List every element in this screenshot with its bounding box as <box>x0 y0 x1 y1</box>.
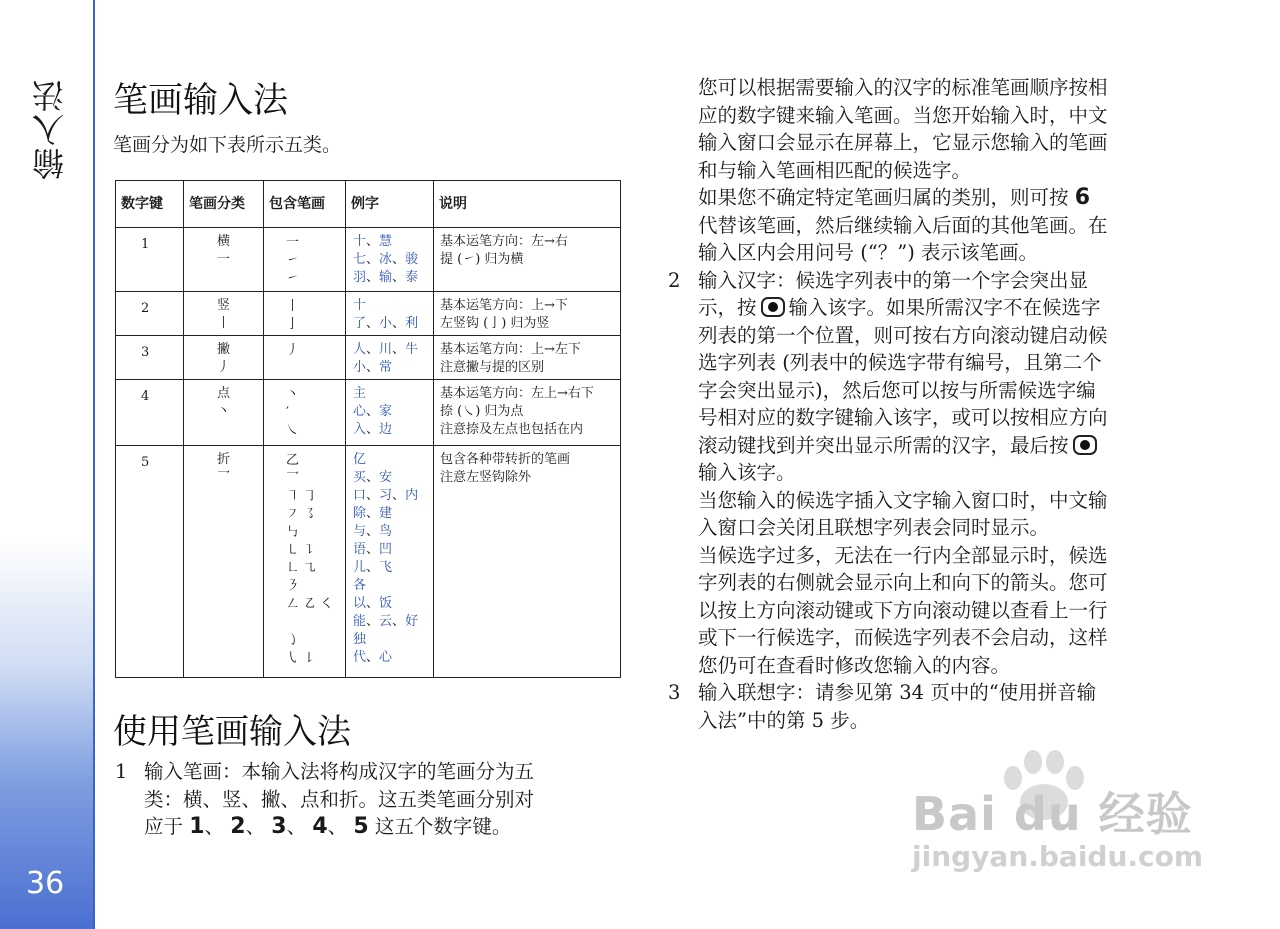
cell-notes <box>434 380 621 446</box>
example-char: 飞 <box>379 560 393 575</box>
stroke-line <box>286 614 345 632</box>
example-char: 儿 <box>353 560 367 575</box>
text-line: 输入笔画：本输入法将构成汉字的笔画分为五 <box>144 760 535 783</box>
example-line <box>353 577 433 595</box>
key-3-icon: 3 <box>271 814 287 839</box>
stroke-line: 一 <box>286 235 300 250</box>
stroke-line: ㇏ <box>286 423 300 438</box>
separator: 、 <box>366 360 380 375</box>
example-char: 代 <box>353 650 367 665</box>
example-line <box>353 613 433 631</box>
stroke-line: ㇜ ㇠ ㇛ <box>286 597 334 612</box>
table-row <box>116 292 621 336</box>
example-line <box>353 269 433 287</box>
text-line: 字会突出显示)，然后您可以按与所需候选字编 <box>698 378 1096 402</box>
example-line <box>353 359 433 377</box>
example-char: 利 <box>405 316 419 331</box>
example-char: 骏 <box>405 252 419 267</box>
category-line: 一 <box>216 252 230 267</box>
example-char: 入 <box>353 422 367 437</box>
example-char: 语 <box>353 542 367 557</box>
category-line: 横 <box>216 234 230 249</box>
separator: 、 <box>366 270 380 285</box>
example-char: 七 <box>353 252 367 267</box>
example-char: 能 <box>353 614 367 629</box>
page-sidebar <box>0 0 95 929</box>
cell-notes <box>434 446 621 678</box>
example-line <box>353 631 433 649</box>
text-fragment: 应于 <box>144 815 184 838</box>
header-key: 数字键 <box>116 181 184 228</box>
text-line: 输入汉字：候选字列表中的第一个字会突出显 <box>698 268 1089 292</box>
example-char: 口 <box>353 488 367 503</box>
example-line <box>353 523 433 541</box>
example-line <box>353 233 433 251</box>
page-number: 36 <box>26 866 65 901</box>
stroke-line: 丨 <box>286 299 300 314</box>
stroke-line: 乙 <box>286 453 300 468</box>
separator: 、 <box>366 252 380 267</box>
text-fragment: 这五个数字键。 <box>374 815 512 838</box>
example-char: 心 <box>353 404 367 419</box>
separator: 、 <box>245 815 266 838</box>
separator: 、 <box>392 488 406 503</box>
stroke-line: ㇇ ㇌ <box>286 507 317 522</box>
table-row <box>116 228 621 292</box>
text-line: 或下一行候选字，而候选字列表不会启动，这样 <box>698 626 1108 649</box>
example-line <box>353 649 433 667</box>
list-number-1: 1 <box>115 760 128 783</box>
example-char: 川 <box>379 342 393 357</box>
separator: 、 <box>366 614 380 629</box>
example-char: 饭 <box>379 596 393 611</box>
separator: 、 <box>392 270 406 285</box>
separator: 、 <box>392 252 406 267</box>
text-line: 入法”中的第 5 步。 <box>698 708 870 732</box>
cell-category <box>184 292 264 336</box>
text-line <box>698 184 1108 212</box>
stroke-line: ㇀ <box>286 253 300 268</box>
example-char: 以 <box>353 596 367 611</box>
cell-key: 5 <box>116 446 184 678</box>
cell-notes <box>434 336 621 380</box>
text-fragment: 输入该字。如果所需汉字不在候选字 <box>788 296 1101 319</box>
separator: 、 <box>327 815 348 838</box>
category-line: 折 <box>216 452 230 467</box>
select-key-icon <box>1073 435 1097 455</box>
list-number-3: 3 <box>668 681 681 704</box>
separator: 、 <box>366 470 380 485</box>
category-line: 撇 <box>216 342 230 357</box>
example-char: 建 <box>379 506 393 521</box>
example-line <box>353 505 433 523</box>
example-line <box>353 341 433 359</box>
text-line: 和与输入笔画相匹配的候选字。 <box>698 158 972 182</box>
separator: 、 <box>392 316 406 331</box>
example-char: 主 <box>353 386 367 401</box>
cell-examples <box>346 228 434 292</box>
text-line: 您可以根据需要输入的汉字的标准笔画顺序按相 <box>698 76 1108 99</box>
table-row <box>116 336 621 380</box>
text-line: 输入窗口会显示在屏幕上，它显示您输入的笔画 <box>698 131 1108 154</box>
example-char: 泰 <box>405 270 419 285</box>
category-line: 竖 <box>216 298 230 313</box>
example-char: 好 <box>405 614 419 629</box>
select-key-icon <box>761 297 785 317</box>
table-header-row <box>116 181 621 228</box>
stroke-category-table <box>115 180 621 678</box>
cell-key: 1 <box>116 228 184 292</box>
separator: 、 <box>366 342 380 357</box>
watermark-url: jingyan.baidu.com <box>912 840 1204 873</box>
example-line <box>353 451 433 469</box>
text-line: 选字列表 (列表中的候选字带有编号，且第二个 <box>698 351 1102 374</box>
cell-key: 3 <box>116 336 184 380</box>
example-line <box>353 251 433 269</box>
section-title-use-stroke: 使用笔画输入法 <box>113 712 351 752</box>
text-line: 输入该字。 <box>698 461 796 484</box>
stroke-line: 丶 <box>286 387 300 402</box>
example-char: 十 <box>353 298 367 313</box>
cell-key: 2 <box>116 292 184 336</box>
example-char: 鸟 <box>379 524 393 539</box>
example-char: 习 <box>379 488 393 503</box>
category-line: 丶 <box>216 404 230 419</box>
example-char: 内 <box>405 488 419 503</box>
category-line: 丿 <box>216 360 230 375</box>
example-char: 云 <box>379 614 393 629</box>
example-char: 独 <box>353 632 367 647</box>
list-item-1 <box>144 758 534 841</box>
text-line: 当您输入的候选字插入文字输入窗口时，中文输 <box>698 488 1108 512</box>
example-line <box>353 421 433 439</box>
stroke-line: ㇋ <box>286 579 300 594</box>
example-char: 羽 <box>353 270 367 285</box>
note-line: 注意捺及左点也包括在内 <box>440 422 584 437</box>
cell-notes <box>434 292 621 336</box>
example-char: 冰 <box>379 252 393 267</box>
example-char: 慧 <box>379 234 393 249</box>
note-line: 基本运笔方向：左上→右下 <box>440 386 594 401</box>
separator: 、 <box>392 614 406 629</box>
table-row <box>116 446 621 678</box>
example-char: 亿 <box>353 452 367 467</box>
cell-examples <box>346 336 434 380</box>
example-char: 常 <box>379 360 393 375</box>
cell-strokes <box>264 380 346 446</box>
example-char: 了 <box>353 316 367 331</box>
stroke-line: ㇀ <box>286 271 300 286</box>
note-line: 提 (㇀) 归为横 <box>440 252 524 267</box>
note-line: 包含各种带转折的笔画 <box>440 452 571 467</box>
example-char: 牛 <box>405 342 419 357</box>
example-line <box>353 541 433 559</box>
example-char: 十 <box>353 234 367 249</box>
example-line <box>353 487 433 505</box>
header-category: 笔画分类 <box>184 181 264 228</box>
example-char: 买 <box>353 470 367 485</box>
key-5-icon: 5 <box>353 814 369 839</box>
stroke-line: ㇄ ㇊ <box>286 543 317 558</box>
text-line <box>144 813 534 841</box>
cell-strokes <box>264 446 346 678</box>
example-line <box>353 559 433 577</box>
note-line: 左竖钩 (亅) 归为竖 <box>440 316 550 331</box>
example-char: 小 <box>379 316 393 331</box>
separator: 、 <box>366 524 380 539</box>
cell-strokes <box>264 292 346 336</box>
cell-category <box>184 380 264 446</box>
example-char: 各 <box>353 578 367 593</box>
text-line: 以按上方向滚动键或下方向滚动键以查看上一行 <box>698 598 1108 622</box>
stroke-line: 丿 <box>286 343 300 358</box>
separator: 、 <box>366 560 380 575</box>
cell-notes <box>434 228 621 292</box>
separator: 、 <box>392 342 406 357</box>
text-line: 类：横、竖、撇、点和折。这五类笔画分别对 <box>144 787 535 811</box>
example-line <box>353 297 433 315</box>
text-line <box>698 432 1108 460</box>
separator: 、 <box>286 815 307 838</box>
key-1-icon: 1 <box>189 814 205 839</box>
example-char: 人 <box>353 342 367 357</box>
example-char: 安 <box>379 470 393 485</box>
cell-examples <box>346 446 434 678</box>
header-notes: 说明 <box>434 181 621 228</box>
text-line: 字列表的右侧就会显示向上和向下的箭头。您可 <box>698 571 1108 594</box>
cell-category <box>184 336 264 380</box>
stroke-line: ㇕ ㇆ <box>286 489 317 504</box>
separator: 、 <box>366 542 380 557</box>
note-line: 基本运笔方向：左→右 <box>440 234 568 249</box>
example-line <box>353 403 433 421</box>
category-line: 丨 <box>216 316 230 331</box>
text-line: 您仍可在查看时修改您输入的内容。 <box>698 653 1011 677</box>
example-line <box>353 385 433 403</box>
example-char: 与 <box>353 524 367 539</box>
example-char: 凹 <box>379 542 393 557</box>
text-line: 输入区内会用问号 (“？”) 表示该笔画。 <box>698 241 1039 264</box>
separator: 、 <box>366 506 380 521</box>
stroke-line: ′ <box>286 405 289 420</box>
text-fragment: 如果您不确定特定笔画归属的类别，则可按 <box>698 186 1069 209</box>
stroke-line: ㇉ <box>286 525 300 540</box>
stroke-line: ㇁ <box>286 633 300 648</box>
separator: 、 <box>366 234 380 249</box>
stroke-line: 亅 <box>286 317 300 332</box>
example-char: 心 <box>379 650 393 665</box>
chapter-title: 输入法 <box>31 78 69 180</box>
cell-strokes <box>264 336 346 380</box>
example-line <box>353 595 433 613</box>
separator: 、 <box>366 404 380 419</box>
text-line <box>698 294 1108 322</box>
note-line: 基本运笔方向：上→左下 <box>440 342 581 357</box>
separator: 、 <box>366 422 380 437</box>
table-row <box>116 380 621 446</box>
example-char: 除 <box>353 506 367 521</box>
section-title-stroke-input: 笔画输入法 <box>113 81 289 121</box>
text-fragment: 滚动键找到并突出显示所需的汉字，最后按 <box>698 433 1069 457</box>
example-char: 小 <box>353 360 367 375</box>
note-line: 注意左竖钩除外 <box>440 470 532 485</box>
stroke-line: 乛 <box>286 471 300 486</box>
cell-category <box>184 228 264 292</box>
cell-category <box>184 446 264 678</box>
category-line: 点 <box>216 386 230 401</box>
text-line: 应的数字键来输入笔画。当您开始输入时，中文 <box>698 103 1108 127</box>
right-column-text <box>698 74 1108 734</box>
key-6-icon: 6 <box>1074 185 1091 210</box>
separator: 、 <box>366 488 380 503</box>
note-line: 注意撇与提的区别 <box>440 360 545 375</box>
cell-strokes <box>264 228 346 292</box>
separator: 、 <box>366 316 380 331</box>
example-line <box>353 315 433 333</box>
stroke-line: ㇂ ㇙ <box>286 651 317 666</box>
key-2-icon: 2 <box>230 814 246 839</box>
text-line: 号相对应的数字键输入该字，或可以按相应方向 <box>698 406 1108 429</box>
example-line <box>353 469 433 487</box>
example-char: 家 <box>379 404 393 419</box>
text-line: 入窗口会关闭且联想字列表会同时显示。 <box>698 516 1050 539</box>
text-line: 当候选字过多，无法在一行内全部显示时，候选 <box>698 543 1108 567</box>
text-line: 代替该笔画，然后继续输入后面的其他笔画。在 <box>698 213 1108 237</box>
key-4-icon: 4 <box>312 814 328 839</box>
cell-key: 4 <box>116 380 184 446</box>
watermark-brand: Bai du 经验 <box>912 787 1193 841</box>
separator: 、 <box>204 815 225 838</box>
cell-examples <box>346 380 434 446</box>
text-fragment: 示，按 <box>698 296 757 319</box>
separator: 、 <box>366 650 380 665</box>
text-line: 列表的第一个位置，则可按右方向滚动键启动候 <box>698 323 1108 347</box>
separator: 、 <box>366 596 380 611</box>
note-line: 捺 (㇏) 归为点 <box>440 404 524 419</box>
list-number-2: 2 <box>668 268 681 292</box>
stroke-line: ㇗ ㇈ <box>286 561 317 576</box>
header-examples: 例字 <box>346 181 434 228</box>
category-line: 乛 <box>216 470 230 485</box>
header-strokes: 包含笔画 <box>264 181 346 228</box>
section-intro: 笔画分为如下表所示五类。 <box>113 134 342 156</box>
table-body <box>116 228 621 678</box>
text-line: 输入联想字：请参见第 34 页中的“使用拼音输 <box>698 681 1097 704</box>
note-line: 基本运笔方向：上→下 <box>440 298 568 313</box>
example-char: 输 <box>379 270 393 285</box>
example-char: 边 <box>379 422 393 437</box>
cell-examples <box>346 292 434 336</box>
